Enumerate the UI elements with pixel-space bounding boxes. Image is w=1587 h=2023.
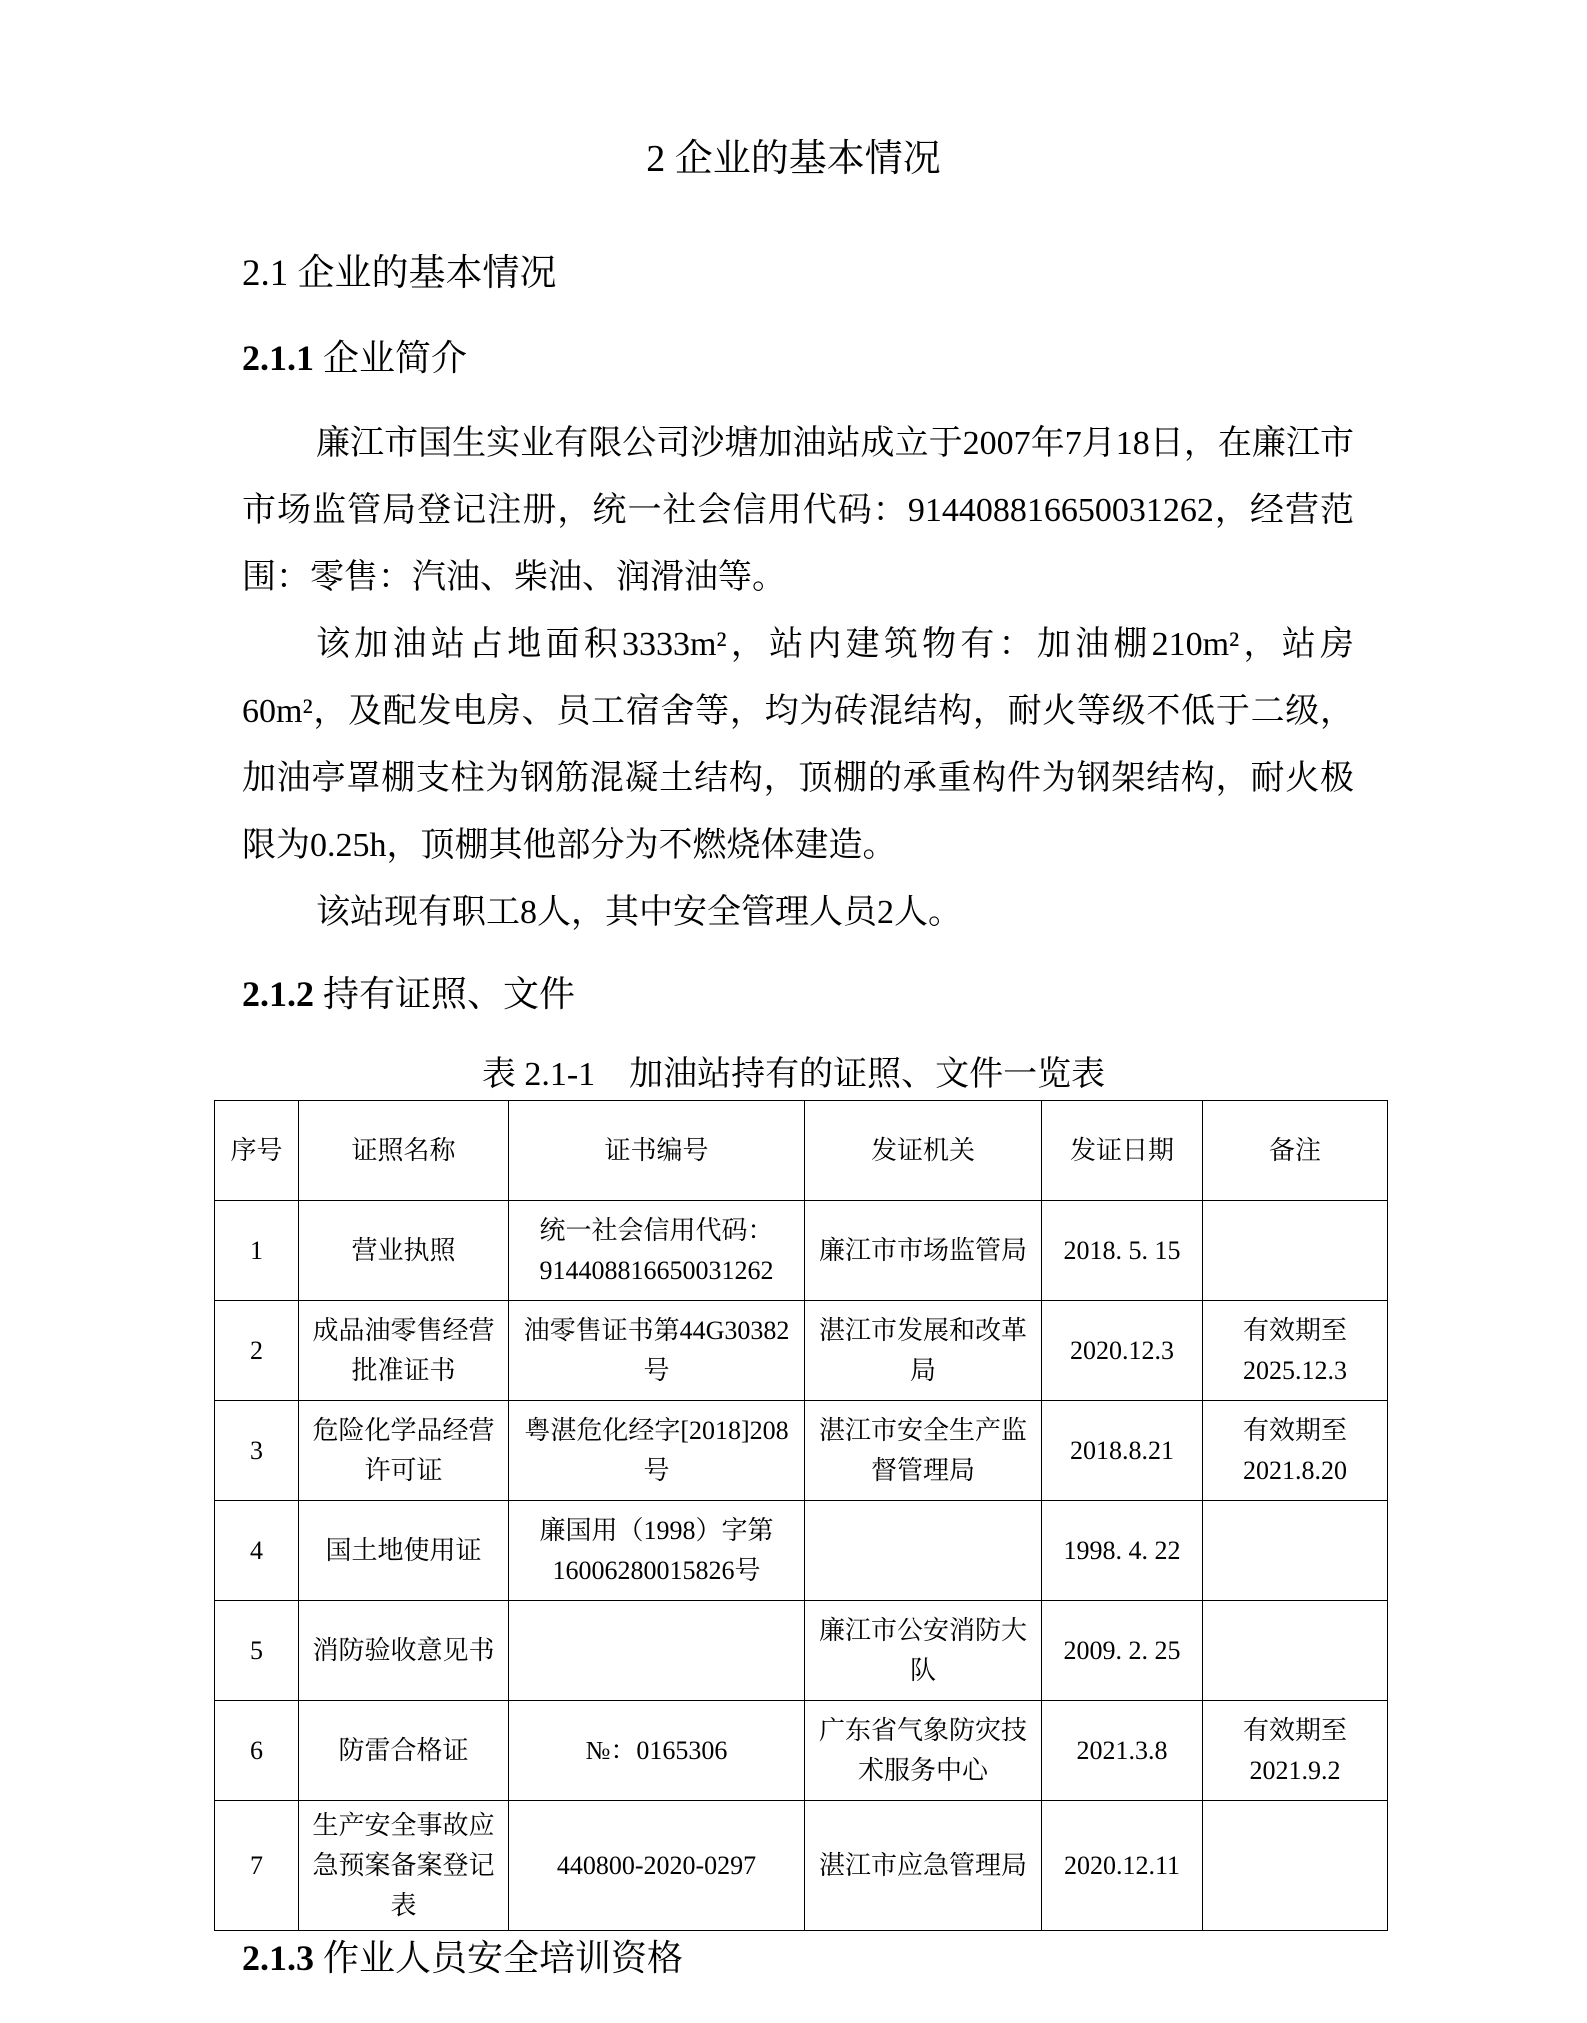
cell-issue-date: 2018.8.21 — [1042, 1401, 1203, 1501]
subsection-number: 2.1.1 — [242, 338, 314, 378]
cell-cert-name: 危险化学品经营许可证 — [299, 1401, 509, 1501]
cell-cert-name: 营业执照 — [299, 1201, 509, 1301]
subsection-heading-3 — [242, 1932, 683, 1984]
cell-issuer: 廉江市公安消防大队 — [805, 1601, 1042, 1701]
cell-cert-number: 廉国用（1998）字第16006280015826号 — [509, 1501, 805, 1601]
cell-cert-name: 生产安全事故应急预案备案登记表 — [299, 1801, 509, 1931]
cell-remarks: 有效期至2025.12.3 — [1203, 1301, 1388, 1401]
cell-index: 4 — [215, 1501, 299, 1601]
cell-index: 1 — [215, 1201, 299, 1301]
cell-issuer: 湛江市安全生产监督管理局 — [805, 1401, 1042, 1501]
cell-issuer: 廉江市市场监管局 — [805, 1201, 1042, 1301]
section-heading — [242, 248, 557, 300]
subsection-number: 2.1.3 — [242, 1938, 314, 1978]
cell-cert-number — [509, 1601, 805, 1701]
cell-remarks — [1203, 1601, 1388, 1701]
cell-remarks — [1203, 1501, 1388, 1601]
cell-issuer: 湛江市应急管理局 — [805, 1801, 1042, 1931]
paragraph: 该加油站占地面积3333m²，站内建筑物有：加油棚210m²，站房60m²，及配发电房、员工宿舍等，均为砖混结构，耐火等级不低于二级，加油亭罩棚支柱为钢筋混凝土结构，顶棚的承重构件为钢架结构，耐火极限为0.25h，顶棚其他部分为不燃烧体建造。 — [242, 626, 1354, 864]
chapter-title: 2 企业的基本情况 — [646, 138, 941, 180]
cell-issue-date: 2021.3.8 — [1042, 1701, 1203, 1801]
cell-cert-number: 440800-2020-0297 — [509, 1801, 805, 1931]
subsection-number: 2.1.2 — [242, 974, 314, 1014]
subsection-title: 持有证照、文件 — [323, 974, 576, 1014]
section-number: 2.1 — [242, 253, 289, 294]
cell-remarks — [1203, 1201, 1388, 1301]
cell-index: 5 — [215, 1601, 299, 1701]
table-row — [215, 1701, 1388, 1801]
cell-issuer: 广东省气象防灾技术服务中心 — [805, 1701, 1042, 1801]
subsection-title: 作业人员安全培训资格 — [323, 1938, 684, 1978]
paragraph: 该站现有职工8人，其中安全管理人员2人。 — [316, 894, 962, 931]
cell-cert-number: №：0165306 — [509, 1701, 805, 1801]
cell-cert-name: 消防验收意见书 — [299, 1601, 509, 1701]
cell-cert-number: 统一社会信用代码：914408816650031262 — [509, 1201, 805, 1301]
cell-issue-date: 2020.12.3 — [1042, 1301, 1203, 1401]
header-remarks: 备注 — [1203, 1101, 1388, 1201]
section-title: 企业的基本情况 — [297, 253, 557, 294]
cell-issue-date: 2018. 5. 15 — [1042, 1201, 1203, 1301]
table-row — [215, 1501, 1388, 1601]
header-index: 序号 — [215, 1101, 299, 1201]
table-caption: 表 2.1-1 加油站持有的证照、文件一览表 — [481, 1056, 1106, 1093]
table-row — [215, 1801, 1388, 1931]
cell-index: 6 — [215, 1701, 299, 1801]
cell-issue-date: 2020.12.11 — [1042, 1801, 1203, 1931]
certificates-table — [214, 1100, 1388, 1931]
cell-remarks: 有效期至2021.8.20 — [1203, 1401, 1388, 1501]
paragraph: 廉江市国生实业有限公司沙塘加油站成立于2007年7月18日，在廉江市市场监管局登记注册，统一社会信用代码：914408816650031262，经营范围：零售：汽油、柴油、润滑油等。 — [242, 425, 1354, 596]
cell-cert-name: 防雷合格证 — [299, 1701, 509, 1801]
table-header-row — [215, 1101, 1388, 1201]
subsection-heading-1 — [242, 332, 467, 384]
cell-index: 2 — [215, 1301, 299, 1401]
cell-issuer — [805, 1501, 1042, 1601]
header-issuer: 发证机关 — [805, 1101, 1042, 1201]
subsection-title: 企业简介 — [323, 338, 468, 378]
header-issue-date: 发证日期 — [1042, 1101, 1203, 1201]
cell-cert-name: 成品油零售经营批准证书 — [299, 1301, 509, 1401]
cell-cert-number: 粤湛危化经字[2018]208号 — [509, 1401, 805, 1501]
cell-remarks: 有效期至2021.9.2 — [1203, 1701, 1388, 1801]
subsection-heading-2 — [242, 968, 575, 1020]
cell-index: 3 — [215, 1401, 299, 1501]
cell-index: 7 — [215, 1801, 299, 1931]
cell-cert-number: 油零售证书第44G30382号 — [509, 1301, 805, 1401]
table-row — [215, 1301, 1388, 1401]
cell-remarks — [1203, 1801, 1388, 1931]
cell-issue-date: 2009. 2. 25 — [1042, 1601, 1203, 1701]
table-row — [215, 1601, 1388, 1701]
cell-issuer: 湛江市发展和改革局 — [805, 1301, 1042, 1401]
intro-text — [242, 410, 1354, 946]
header-cert-name: 证照名称 — [299, 1101, 509, 1201]
table-row — [215, 1401, 1388, 1501]
table-row — [215, 1201, 1388, 1301]
cell-issue-date: 1998. 4. 22 — [1042, 1501, 1203, 1601]
header-cert-number: 证书编号 — [509, 1101, 805, 1201]
cell-cert-name: 国土地使用证 — [299, 1501, 509, 1601]
